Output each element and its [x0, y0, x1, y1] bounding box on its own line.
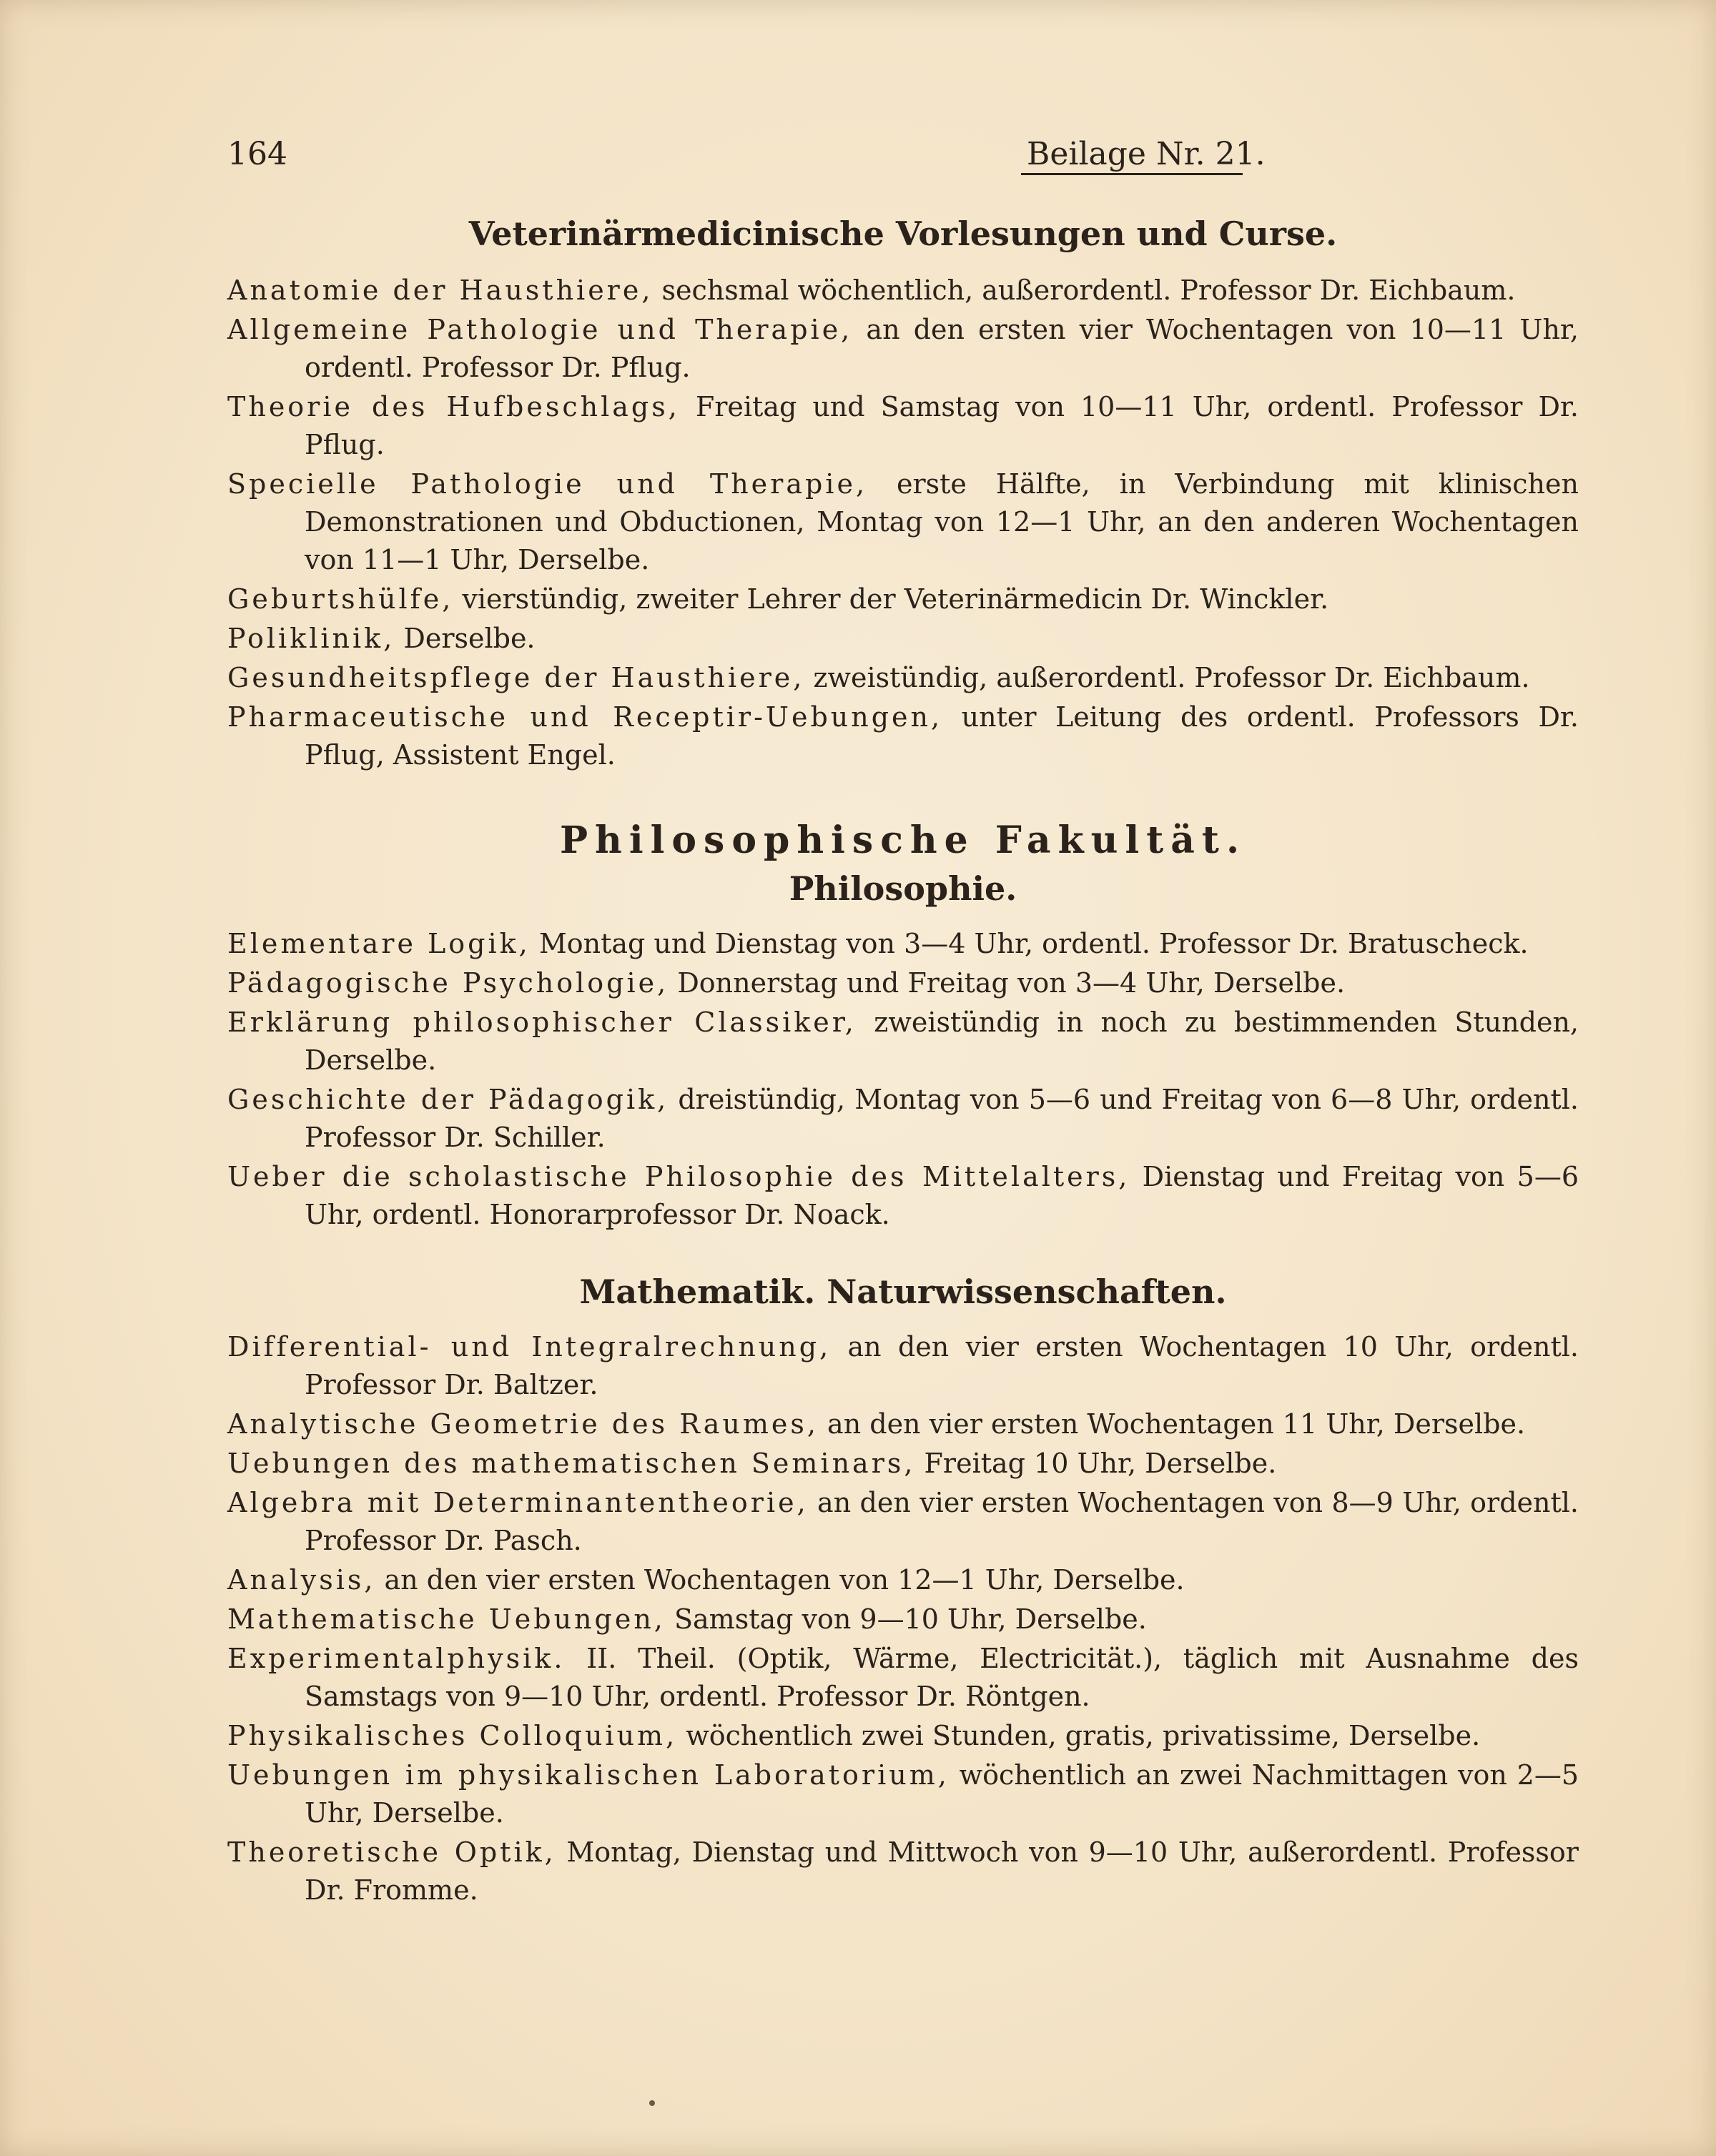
course-title: Anatomie der Hausthiere, — [227, 275, 654, 306]
course-details: zweistündig, außerordentl. Professor Dr. Eichbaum. — [804, 662, 1530, 693]
course-entry — [227, 465, 1579, 579]
course-list — [227, 1328, 1579, 1909]
course-list — [227, 925, 1579, 1234]
course-title: Pharmaceutische und Receptir-Uebungen, — [227, 701, 943, 733]
course-details: an den vier ersten Wochentagen von 12—1 Uhr, Derselbe. — [375, 1564, 1185, 1596]
course-title: Physikalisches Colloquium, — [227, 1720, 678, 1751]
course-title: Experimentalphysik. — [227, 1643, 566, 1674]
course-title: Theoretische Optik, — [227, 1836, 556, 1868]
course-title: Analytische Geometrie des Raumes, — [227, 1408, 819, 1440]
course-entry — [227, 272, 1579, 310]
course-details: an den ersten vier Wochentagen von 10—11 Uhr, ordentl. Professor Dr. Pflug. — [305, 314, 1579, 383]
course-entry — [227, 1834, 1579, 1909]
course-entry — [227, 580, 1579, 618]
course-title: Specielle Pathologie und Therapie, — [227, 468, 868, 500]
course-entry — [227, 1717, 1579, 1755]
course-entry — [227, 311, 1579, 387]
course-entry — [227, 1445, 1579, 1483]
course-title: Gesundheitspflege der Hausthiere, — [227, 662, 805, 693]
page-number: 164 — [227, 136, 287, 172]
paper-speck — [649, 2100, 655, 2106]
course-details: unter Leitung des ordentl. Professors Dr. Pflug, Assistent Engel. — [305, 701, 1579, 771]
course-entry — [227, 1328, 1579, 1404]
course-entry — [227, 698, 1579, 774]
course-details: Dienstag und Freitag von 5—6 Uhr, ordentl. Honorarprofessor Dr. Noack. — [305, 1161, 1579, 1230]
course-details: wöchentlich an zwei Nachmittagen von 2—5 Uhr, Derselbe. — [305, 1759, 1579, 1829]
course-title: Elementare Logik, — [227, 928, 531, 959]
course-entry — [227, 925, 1579, 963]
course-details: vierstündig, zweiter Lehrer der Veterinärmedicin Dr. Winckler. — [453, 583, 1329, 615]
course-details: Donnerstag und Freitag von 3—4 Uhr, Derselbe. — [669, 967, 1346, 999]
course-entry — [227, 1405, 1579, 1443]
course-title: Analysis, — [227, 1564, 376, 1596]
course-details: erste Hälfte, in Verbindung mit klinischen Demonstrationen und Obductionen, Montag von 12—1 Uhr, an den anderen Wochentagen von 11—1 Uhr, Derselbe. — [305, 468, 1579, 575]
header-title: Beilage Nr. 21. — [1027, 136, 1266, 172]
course-entry — [227, 1004, 1579, 1079]
course-entry — [227, 1081, 1579, 1157]
course-title: Allgemeine Pathologie und Therapie, — [227, 314, 853, 345]
course-title: Uebungen des mathematischen Seminars, — [227, 1448, 916, 1479]
course-title: Erklärung philosophischer Classiker, — [227, 1007, 857, 1038]
course-details: Freitag und Samstag von 10—11 Uhr, ordentl. Professor Dr. Pflug. — [305, 391, 1579, 460]
course-details: Montag, Dienstag und Mittwoch von 9—10 Uhr, außerordentl. Professor Dr. Fromme. — [305, 1836, 1579, 1906]
course-details: zweistündig in noch zu bestimmenden Stunden, Derselbe. — [305, 1007, 1579, 1076]
course-title: Uebungen im physikalischen Laboratorium, — [227, 1759, 950, 1791]
course-details: Derselbe. — [395, 623, 536, 654]
course-details: dreistündig, Montag von 5—6 und Freitag von 6—8 Uhr, ordentl. Professor Dr. Schiller. — [305, 1084, 1579, 1153]
course-details: sechsmal wöchentlich, außerordentl. Professor Dr. Eichbaum. — [653, 275, 1516, 306]
course-title: Geburtshülfe, — [227, 583, 454, 615]
course-details: an den vier ersten Wochentagen 10 Uhr, ordentl. Professor Dr. Baltzer. — [305, 1331, 1579, 1400]
section-philosophy — [227, 869, 1579, 1234]
course-title: Algebra mit Determinantentheorie, — [227, 1487, 809, 1518]
course-details: an den vier ersten Wochentagen von 8—9 Uhr, ordentl. Professor Dr. Pasch. — [305, 1487, 1579, 1556]
course-entry — [227, 1756, 1579, 1832]
section-title: Philosophie. — [789, 869, 1017, 908]
page-header — [227, 129, 1579, 179]
course-details: II. Theil. (Optik, Wärme, Electricität.), täglich mit Ausnahme des Samstags von 9—10 Uhr, ordentl. Professor Dr. Röntgen. — [305, 1643, 1579, 1712]
course-title: Differential- und Integralrechnung, — [227, 1331, 832, 1363]
course-entry — [227, 964, 1579, 1002]
course-entry — [227, 1158, 1579, 1234]
course-title: Mathematische Uebungen, — [227, 1603, 666, 1635]
course-title: Poliklinik, — [227, 623, 395, 654]
header-underline — [1021, 173, 1243, 175]
section-title: Veterinärmedicinische Vorlesungen und Curse. — [468, 214, 1338, 253]
course-details: an den vier ersten Wochentagen 11 Uhr, Derselbe. — [818, 1408, 1526, 1440]
course-details: Montag und Dienstag von 3—4 Uhr, ordentl. Professor Dr. Bratuscheck. — [530, 928, 1529, 959]
course-entry — [227, 659, 1579, 697]
course-title: Pädagogische Psychologie, — [227, 967, 669, 999]
course-details: Freitag 10 Uhr, Derselbe. — [915, 1448, 1277, 1479]
course-entry — [227, 1640, 1579, 1716]
faculty-title: Philosophische Fakultät. — [559, 819, 1247, 862]
course-entry — [227, 1561, 1579, 1599]
course-entry — [227, 1601, 1579, 1638]
page-content — [227, 214, 1579, 1911]
course-title: Ueber die scholastische Philosophie des Mittelalters, — [227, 1161, 1130, 1192]
section-mathematics — [227, 1272, 1579, 1909]
course-entry — [227, 620, 1579, 658]
course-details: wöchentlich zwei Stunden, gratis, privatissime, Derselbe. — [677, 1720, 1481, 1751]
course-list — [227, 272, 1579, 774]
course-entry — [227, 1484, 1579, 1560]
section-title: Mathematik. Naturwissenschaften. — [579, 1272, 1227, 1311]
course-details: Samstag von 9—10 Uhr, Derselbe. — [665, 1603, 1147, 1635]
section-veterinary — [227, 214, 1579, 774]
course-entry — [227, 388, 1579, 464]
course-title: Theorie des Hufbeschlags, — [227, 391, 680, 422]
course-title: Geschichte der Pädagogik, — [227, 1084, 669, 1115]
